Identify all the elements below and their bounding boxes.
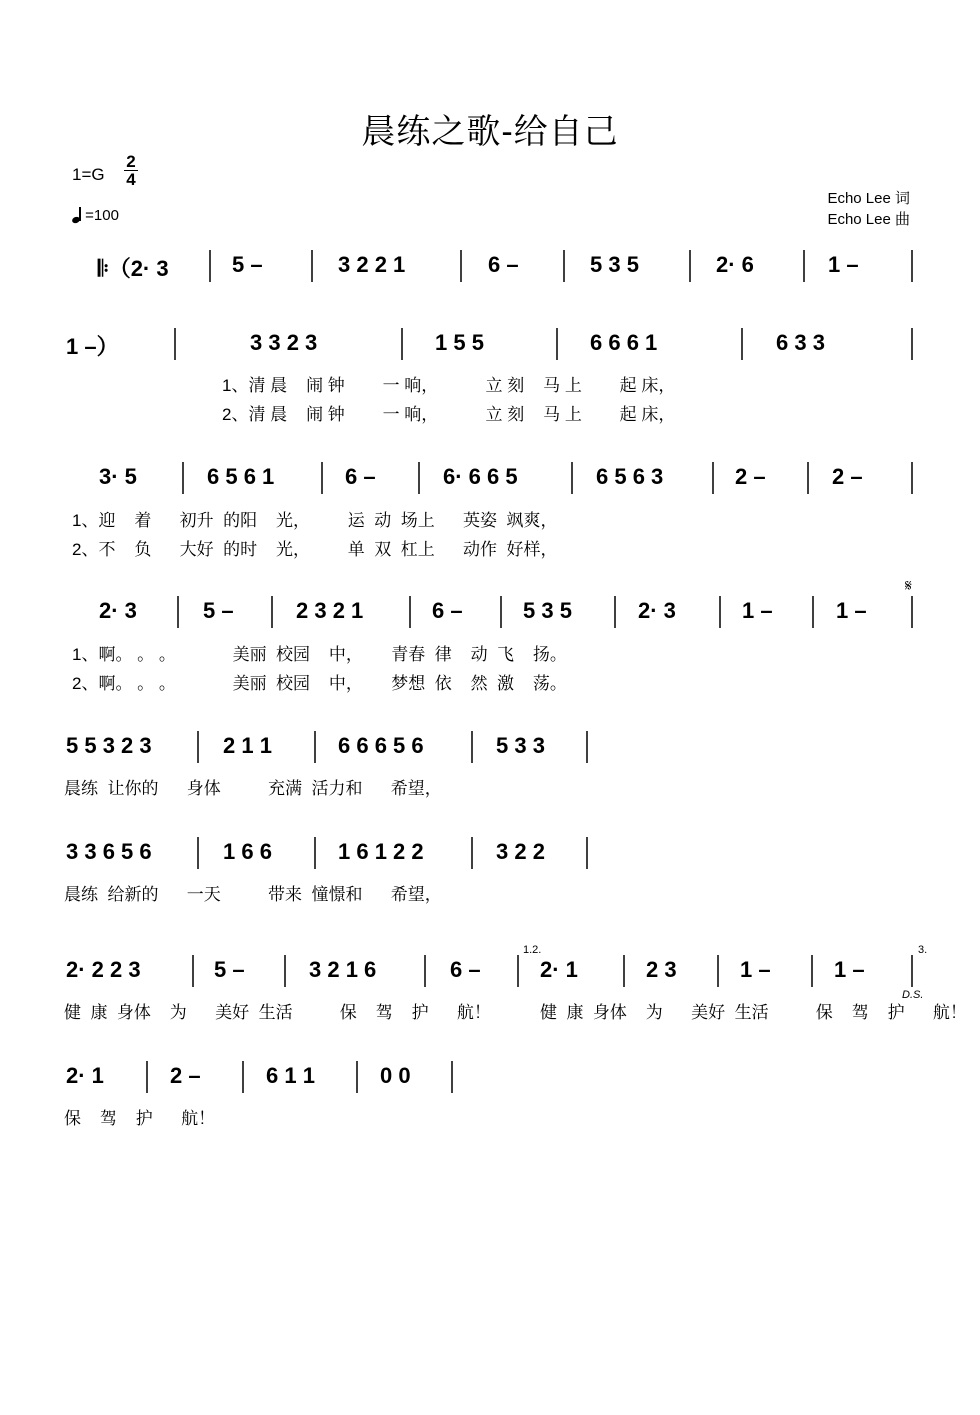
measure-6: 2· 3 xyxy=(638,598,676,623)
lyrics-line-verse-2: 2、不 负 大好 的时 光， 单 双 杠上 动作 好样， xyxy=(72,540,558,559)
measure-3: 3 2 2 1 xyxy=(338,252,406,277)
measure-4: 6 – xyxy=(488,252,519,277)
measure-1: 𝄆（2· 3 xyxy=(98,256,169,281)
measure-2: 6 5 6 1 xyxy=(207,464,275,489)
measure-4: 6 6 6 1 xyxy=(590,330,658,355)
measure-4: 6· 6 6 5 xyxy=(443,464,518,489)
lyricist-credit: Echo Lee 词 xyxy=(827,190,910,207)
measure-5: 6 3 3 xyxy=(776,330,825,355)
measure-1: 1 –） xyxy=(66,334,119,359)
measure-4: 6 – xyxy=(432,598,463,623)
volta-1-label: 1.2. xyxy=(523,944,542,956)
tempo-value: =100 xyxy=(85,207,119,224)
measure-2: 5 – xyxy=(232,252,263,277)
lyrics-line-verse-1: 1、啊。 。 。 美丽 校园 中， 青春 律 动 飞 扬。 xyxy=(72,645,567,664)
measure-7: 1 – xyxy=(828,252,859,277)
lyrics-line-chorus: 健 康 身体 为 美好 生活 保 驾 护 航！ xyxy=(64,1003,491,1022)
measure-5: 6 5 6 3 xyxy=(596,464,664,489)
measure-1: 2· 3 xyxy=(99,598,137,623)
measure-3: 1 6 1 2 2 xyxy=(338,839,424,864)
measure-8: 1 – xyxy=(836,598,867,623)
measure-3: 3 2 1 6 xyxy=(309,957,377,982)
page-title: 晨练之歌-给自己 xyxy=(361,113,619,151)
lyrics-line-verse-1: 1、清 晨 闹 钟 一 响， 立 刻 马 上 起 床， xyxy=(222,376,676,395)
measure-7: 1 – xyxy=(740,957,771,982)
measure-4: 3 2 2 xyxy=(496,839,545,864)
volta-2-label: 3. xyxy=(918,944,928,956)
score-system-1 xyxy=(0,252,980,312)
measure-1: 5 5 3 2 3 xyxy=(66,733,152,758)
measure-2: 1 6 6 xyxy=(223,839,272,864)
measure-4: 5 3 3 xyxy=(496,733,545,758)
key-signature xyxy=(72,165,105,185)
lyrics-line-ending: 健 康 身体 为 美好 生活 保 驾 护 航！ xyxy=(540,1003,967,1022)
measure-3: 2 3 2 1 xyxy=(296,598,364,623)
measure-5: 2· 1 xyxy=(540,957,578,982)
measure-8: 1 – xyxy=(834,957,865,982)
key-label: 1=G xyxy=(72,165,105,184)
measure-2: 2 1 1 xyxy=(223,733,272,758)
quarter-note-icon xyxy=(72,207,81,223)
segno-icon: 𝄋 xyxy=(905,578,912,595)
measure-1: 3· 5 xyxy=(99,464,137,489)
measure-2: 5 – xyxy=(203,598,234,623)
measure-3: 6 6 6 5 6 xyxy=(338,733,424,758)
measure-4: 6 – xyxy=(450,957,481,982)
measure-2: 5 – xyxy=(214,957,245,982)
measure-1: 3 3 6 5 6 xyxy=(66,839,152,864)
time-sig-top: 2 xyxy=(126,152,136,171)
measure-6: 2· 6 xyxy=(716,252,754,277)
barlines xyxy=(0,252,980,312)
measure-4: 0 0 xyxy=(380,1063,411,1088)
measure-6: 2 – xyxy=(735,464,766,489)
measure-5: 5 3 5 xyxy=(590,252,639,277)
measure-7: 1 – xyxy=(742,598,773,623)
measure-2: 3 3 2 3 xyxy=(250,330,318,355)
lyrics-line-ending: 保 驾 护 航！ xyxy=(64,1109,216,1128)
measure-6: 2 3 xyxy=(646,957,677,982)
measure-2: 2 – xyxy=(170,1063,201,1088)
time-sig-bottom: 4 xyxy=(126,170,136,189)
measure-1: 2· 2 2 3 xyxy=(66,957,141,982)
measure-7: 2 – xyxy=(832,464,863,489)
composer-credit: Echo Lee 曲 xyxy=(827,211,910,228)
lyrics-line-verse-2: 2、啊。 。 。 美丽 校园 中， 梦想 依 然 激 荡。 xyxy=(72,674,567,693)
measure-3: 1 5 5 xyxy=(435,330,484,355)
tempo-marking xyxy=(72,207,119,224)
lyrics-line-verse-2: 2、清 晨 闹 钟 一 响， 立 刻 马 上 起 床， xyxy=(222,405,676,424)
measure-1: 2· 1 xyxy=(66,1063,104,1088)
measure-3: 6 1 1 xyxy=(266,1063,315,1088)
lyrics-line-verse-1: 1、迎 着 初升 的阳 光， 运 动 场上 英姿 飒爽， xyxy=(72,511,558,530)
dal-segno-marking: D.S. xyxy=(902,989,924,1001)
measure-5: 5 3 5 xyxy=(523,598,572,623)
measure-3: 6 – xyxy=(345,464,376,489)
lyrics-line-chorus: 晨练 让你的 身体 充满 活力和 希望， xyxy=(64,779,442,798)
time-signature xyxy=(124,153,138,188)
lyrics-line-chorus: 晨练 给新的 一天 带来 憧憬和 希望， xyxy=(64,885,442,904)
